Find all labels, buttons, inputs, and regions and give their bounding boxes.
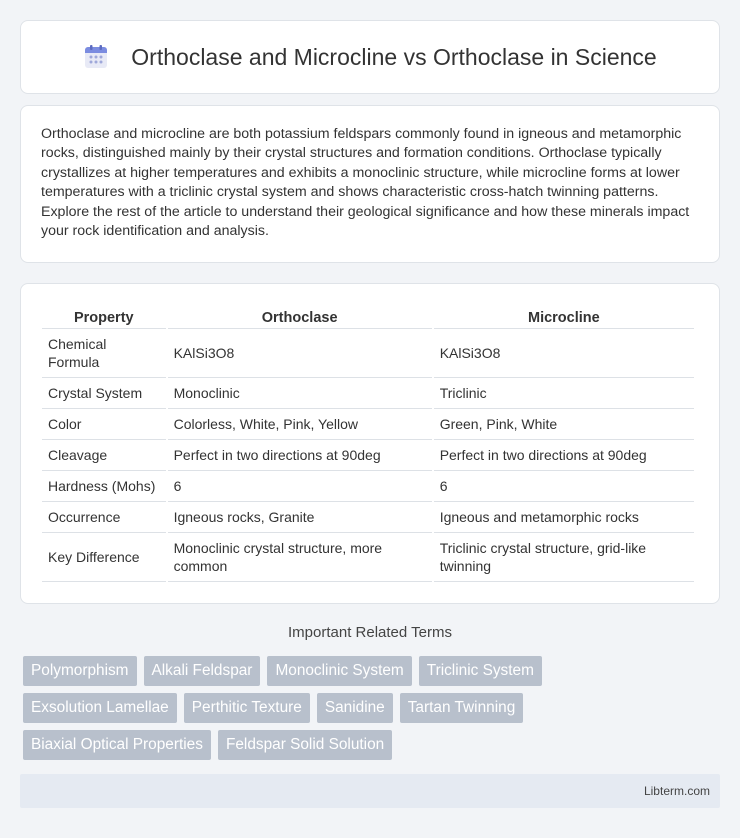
- table-row: [42, 502, 694, 533]
- cell-microcline: KAlSi3O8: [434, 329, 694, 378]
- tag-sanidine[interactable]: Sanidine: [317, 693, 393, 723]
- cell-orthoclase: Perfect in two directions at 90deg: [168, 440, 432, 471]
- table-row: [42, 329, 694, 378]
- table-row: [42, 440, 694, 471]
- calendar-icon: [83, 44, 109, 70]
- cell-microcline: Perfect in two directions at 90deg: [434, 440, 694, 471]
- comparison-table: [40, 304, 696, 582]
- cell-property: Color: [42, 409, 166, 440]
- table-row: [42, 409, 694, 440]
- comparison-card: [20, 283, 720, 604]
- related-terms-list: [23, 656, 723, 767]
- cell-property: Cleavage: [42, 440, 166, 471]
- cell-property: Key Difference: [42, 533, 166, 582]
- table-row: [42, 378, 694, 409]
- cell-microcline: 6: [434, 471, 694, 502]
- title-card: [20, 20, 720, 94]
- cell-orthoclase: Igneous rocks, Granite: [168, 502, 432, 533]
- cell-microcline: Green, Pink, White: [434, 409, 694, 440]
- table-row: [42, 471, 694, 502]
- cell-orthoclase: KAlSi3O8: [168, 329, 432, 378]
- tag-tartan-twinning[interactable]: Tartan Twinning: [400, 693, 524, 723]
- tag-monoclinic-system[interactable]: Monoclinic System: [267, 656, 411, 686]
- tag-exsolution-lamellae[interactable]: Exsolution Lamellae: [23, 693, 177, 723]
- cell-property: Occurrence: [42, 502, 166, 533]
- cell-property: Crystal System: [42, 378, 166, 409]
- intro-paragraph: Orthoclase and microcline are both potassium feldspars commonly found in igneous and metamorphic rocks, distinguished mainly by their crystal structures and formation conditions. Orthoclase typically crystallizes at higher temperatures and exhibits a monoclinic structure, while microcline forms at lower temperatures with a triclinic crystal system and shows characteristic cross-hatch twinning patterns. Explore the rest of the article to understand their geological significance and how these minerals impact your rock identification and analysis.: [41, 126, 690, 240]
- header-orthoclase: Orthoclase: [168, 304, 432, 329]
- cell-property: Chemical Formula: [42, 329, 166, 378]
- related-terms-title: Important Related Terms: [288, 624, 452, 641]
- table-header-row: [42, 304, 694, 329]
- tag-perthitic-texture[interactable]: Perthitic Texture: [184, 693, 310, 723]
- header-microcline: Microcline: [434, 304, 694, 329]
- intro-card: [20, 105, 720, 263]
- tag-biaxial-optical-properties[interactable]: Biaxial Optical Properties: [23, 730, 211, 760]
- table-row: [42, 533, 694, 582]
- tag-polymorphism[interactable]: Polymorphism: [23, 656, 137, 686]
- tag-triclinic-system[interactable]: Triclinic System: [419, 656, 542, 686]
- cell-microcline: Igneous and metamorphic rocks: [434, 502, 694, 533]
- cell-orthoclase: 6: [168, 471, 432, 502]
- page-title: Orthoclase and Microcline vs Orthoclase in Science: [131, 43, 657, 70]
- cell-orthoclase: Monoclinic crystal structure, more common: [168, 533, 432, 582]
- footer-site-link[interactable]: Libterm.com: [643, 784, 710, 798]
- cell-orthoclase: Monoclinic: [168, 378, 432, 409]
- cell-microcline: Triclinic crystal structure, grid-like twinning: [434, 533, 694, 582]
- footer: [20, 774, 720, 808]
- cell-property: Hardness (Mohs): [42, 471, 166, 502]
- tag-feldspar-solid-solution[interactable]: Feldspar Solid Solution: [218, 730, 392, 760]
- tag-alkali-feldspar[interactable]: Alkali Feldspar: [144, 656, 261, 686]
- cell-microcline: Triclinic: [434, 378, 694, 409]
- header-property: Property: [42, 304, 166, 329]
- cell-orthoclase: Colorless, White, Pink, Yellow: [168, 409, 432, 440]
